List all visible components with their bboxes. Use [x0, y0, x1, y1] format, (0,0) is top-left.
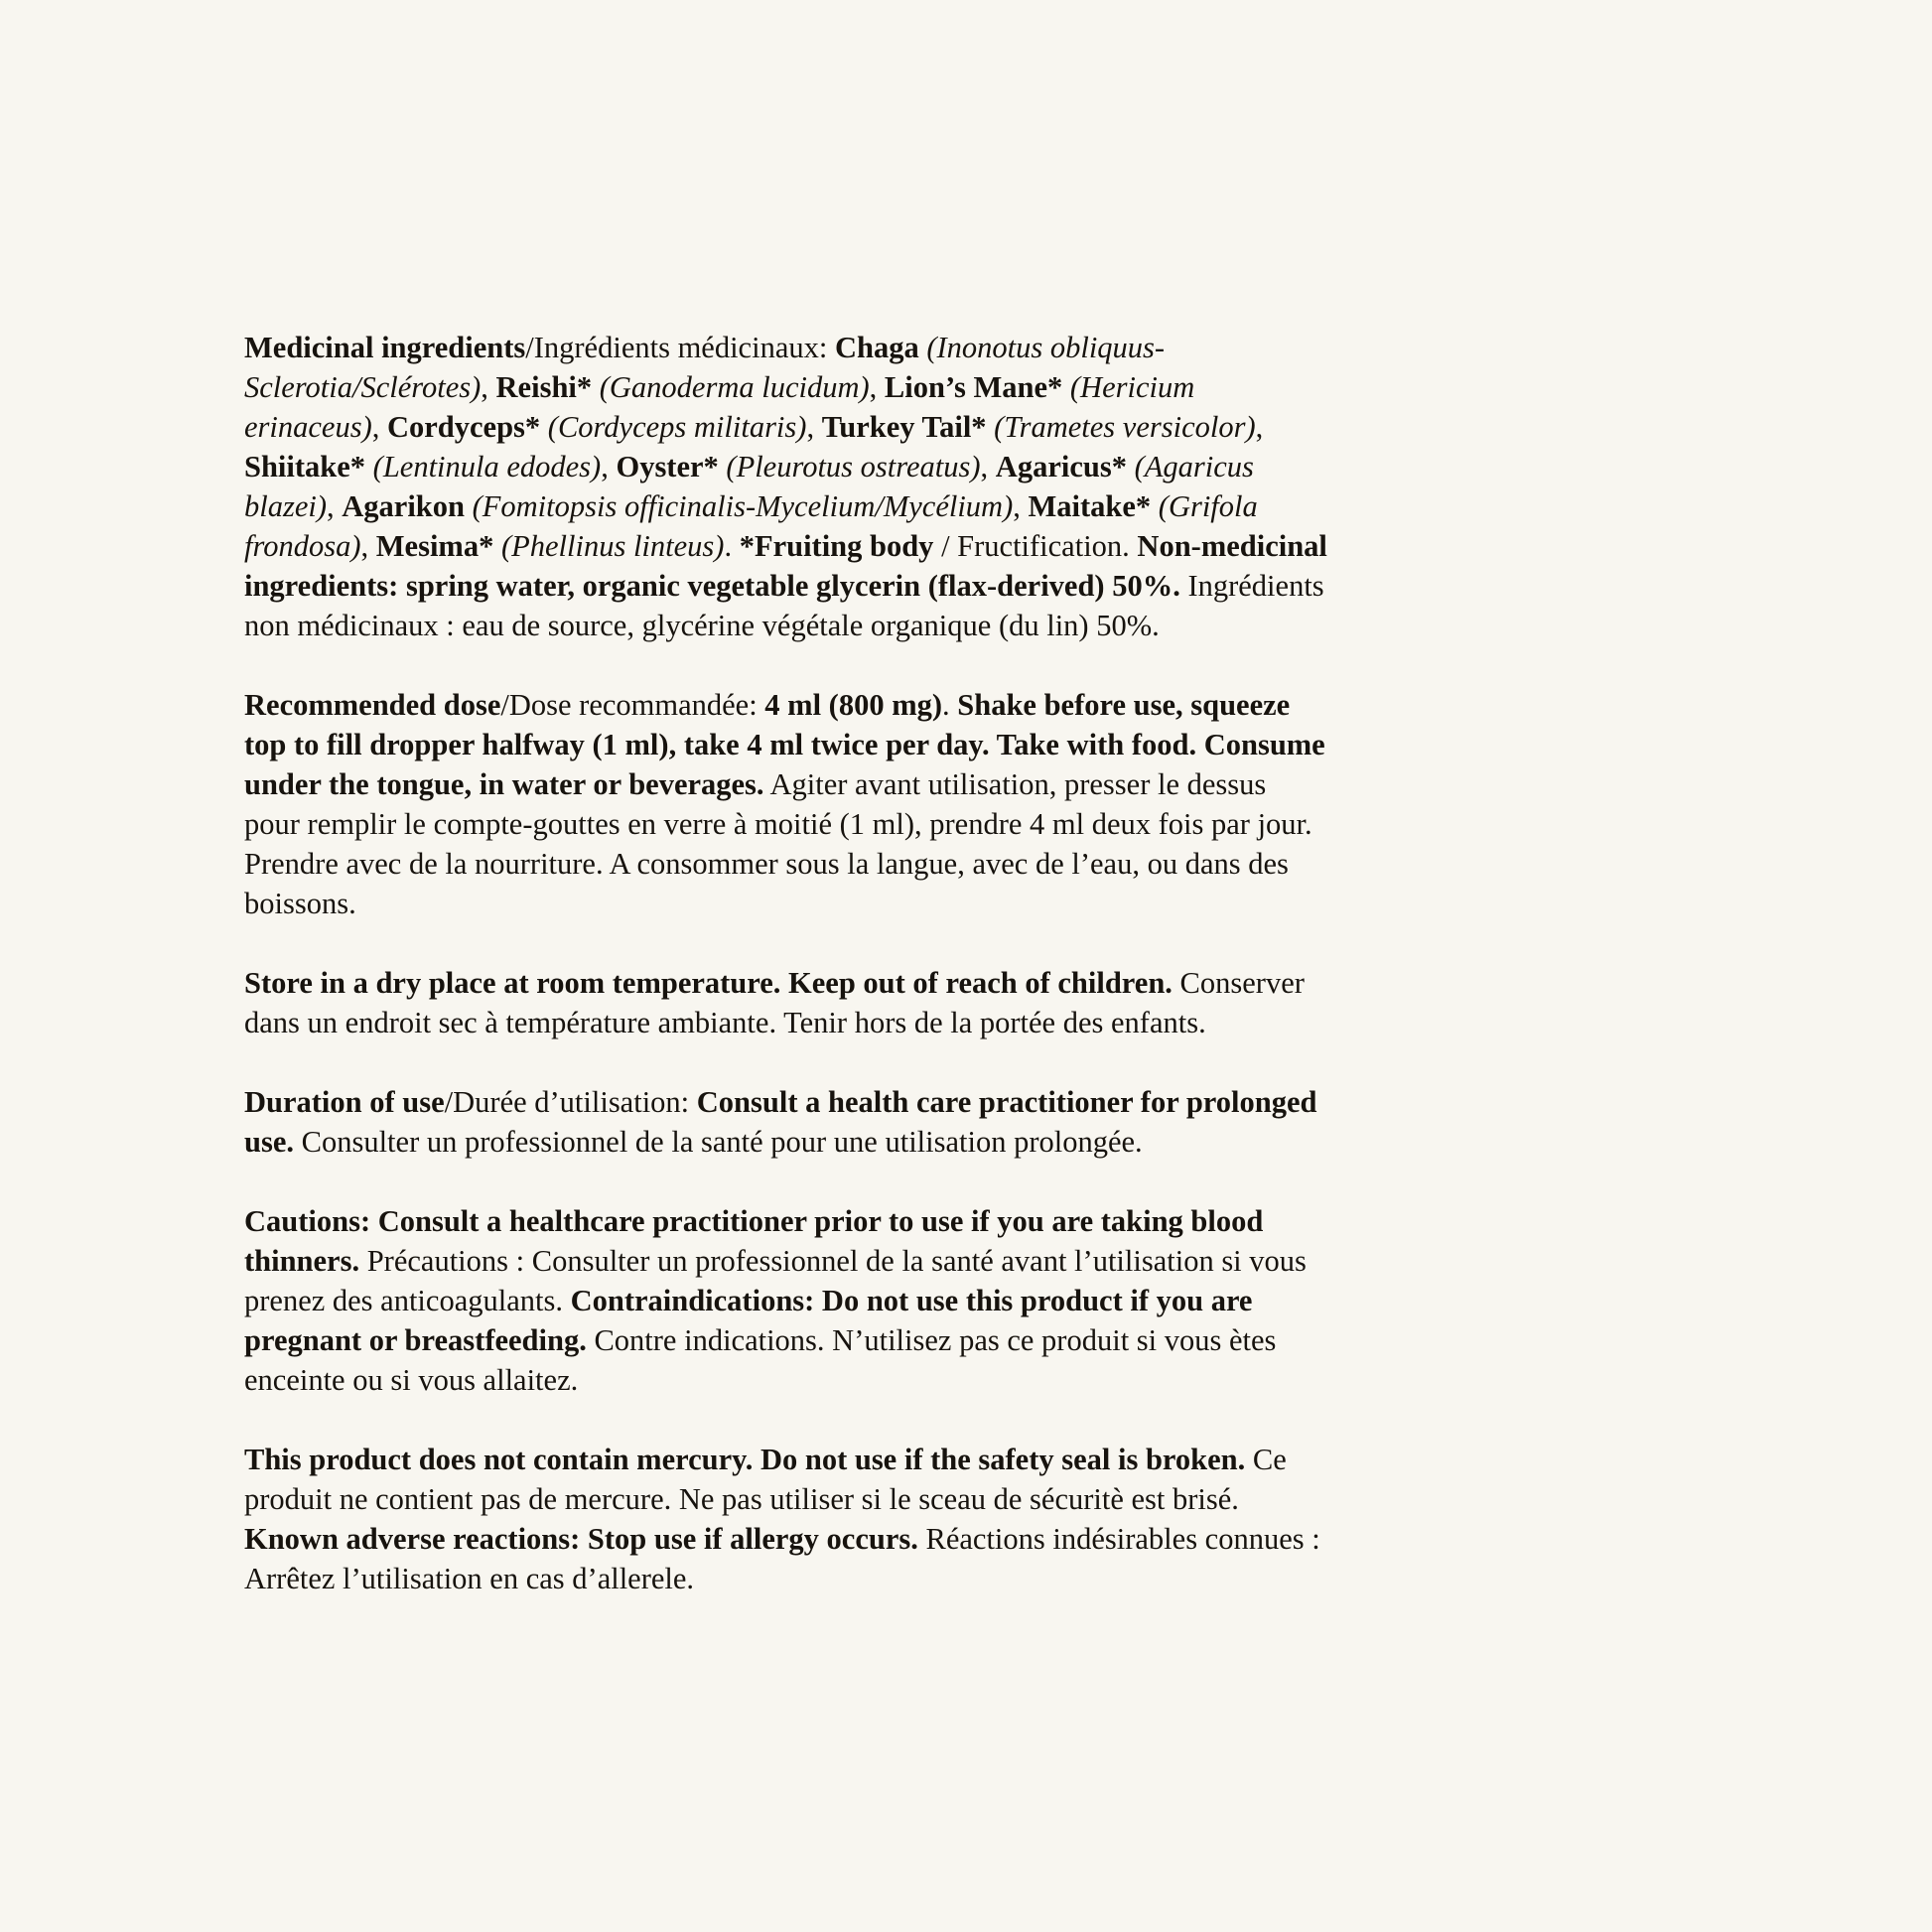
paragraph-warnings-adverse-reactions [244, 1440, 1328, 1598]
text-run: Agarikon [342, 489, 473, 523]
text-run: Consulter un professionnel de la santé pour une utilisation prolongée. [294, 1125, 1143, 1159]
text-run: , [327, 489, 343, 523]
text-run: (Ganoderma lucidum) [599, 370, 870, 404]
text-run: (Grifola frondosa) [244, 489, 1258, 563]
text-run: Chaga [834, 331, 927, 364]
text-run: (Cordyceps militaris) [547, 410, 807, 444]
text-run: Réactions indésirables connues : Arrêtez l’utilisation en cas d’allerele. [244, 1522, 1320, 1595]
text-run: (Agaricus blazei) [244, 450, 1254, 523]
text-run: . [942, 688, 958, 722]
text-run: (Hericium erinaceus) [244, 370, 1195, 444]
paragraph-medicinal-ingredients [244, 328, 1328, 645]
text-run: /Durée d’utilisation: [444, 1085, 697, 1119]
text-run: Duration of use [244, 1085, 445, 1119]
text-run: Ce produit ne contient pas de mercure. Ne pas utiliser si le sceau de sécuritè est brisé. [244, 1443, 1287, 1516]
text-run: Oyster* [616, 450, 727, 483]
paragraph-duration-of-use [244, 1082, 1328, 1162]
text-run: Cautions: Consult a healthcare practitioner prior to use if you are taking blood thinners. [244, 1204, 1264, 1278]
text-run: Shiitake* [244, 450, 373, 483]
text-run: Ingrédients non médicinaux : eau de source, glycérine végétale organique (du lin) 50%. [244, 569, 1324, 642]
text-run: Lion’s Mane* [884, 370, 1070, 404]
paragraph-cautions [244, 1201, 1328, 1400]
text-run: This product does not contain mercury. Do not use if the safety seal is broken. [244, 1443, 1246, 1476]
paragraph-recommended-dose [244, 685, 1328, 923]
text-run: (Phellinus linteus) [500, 529, 725, 563]
text-run: (Trametes versicolor) [994, 410, 1256, 444]
text-run: Contraindications: Do not use this product if you are pregnant or breastfeeding. [244, 1284, 1253, 1357]
text-run: , [980, 450, 996, 483]
text-run: Conserver dans un endroit sec à température ambiante. Tenir hors de la portée des enfants. [244, 966, 1305, 1039]
text-run: Store in a dry place at room temperature. Keep out of reach of children. [244, 966, 1173, 1000]
text-run: 4 ml (800 mg) [764, 688, 943, 722]
text-run: /Ingrédients médicinaux: [525, 331, 835, 364]
text-run: , [481, 370, 496, 404]
text-run: , [360, 529, 376, 563]
text-run: Medicinal ingredients [244, 331, 526, 364]
text-run: Reishi* [495, 370, 600, 404]
text-run: Contre indications. N’utilisez pas ce produit si vous ètes enceinte ou si vous allaitez. [244, 1323, 1277, 1397]
text-run: (Inonotus obliquus-Sclerotia/Sclérotes) [244, 331, 1166, 404]
text-run: (Fomitopsis officinalis-Mycelium/Mycélium) [472, 489, 1014, 523]
text-run: (Lentinula edodes) [372, 450, 602, 483]
text-run: Non-medicinal ingredients: spring water, organic vegetable glycerin (flax-derived) 50%. [244, 529, 1327, 603]
text-run: *Fruiting body [739, 529, 934, 563]
text-run: , [601, 450, 617, 483]
paragraph-storage [244, 963, 1328, 1042]
text-run: , [371, 410, 387, 444]
text-run: Consult a health care practitioner for prolonged use. [244, 1085, 1317, 1159]
text-run: Maitake* [1028, 489, 1159, 523]
text-run: (Pleurotus ostreatus) [726, 450, 981, 483]
text-run: Turkey Tail* [821, 410, 995, 444]
text-run: . [724, 529, 740, 563]
text-run: Mesima* [375, 529, 501, 563]
text-run: / Fructification. [933, 529, 1138, 563]
text-run: Précautions : Consulter un professionnel de la santé avant l’utilisation si vous prenez des anticoagulants. [244, 1244, 1307, 1317]
text-run: Cordyceps* [386, 410, 548, 444]
text-run: , [869, 370, 885, 404]
text-run: , [806, 410, 822, 444]
text-run: Shake before use, squeeze top to fill dropper halfway (1 ml), take 4 ml twice per day. Take with food. Consume under the tongue, in water or beverages. [244, 688, 1325, 801]
text-run: Agaricus* [995, 450, 1135, 483]
text-run: , [1255, 410, 1264, 444]
text-run: Recommended dose [244, 688, 501, 722]
text-run: /Dose recommandée: [500, 688, 765, 722]
label-text [244, 328, 1328, 1598]
text-run: , [1013, 489, 1029, 523]
text-run: Agiter avant utilisation, presser le dessus pour remplir le compte-gouttes en verre à moitié (1 ml), prendre 4 ml deux fois par jour. Prendre avec de la nourriture. A consommer sous la langue, avec de l’eau, ou dans des boissons. [244, 767, 1312, 920]
text-run: Known adverse reactions: Stop use if allergy occurs. [244, 1522, 918, 1556]
